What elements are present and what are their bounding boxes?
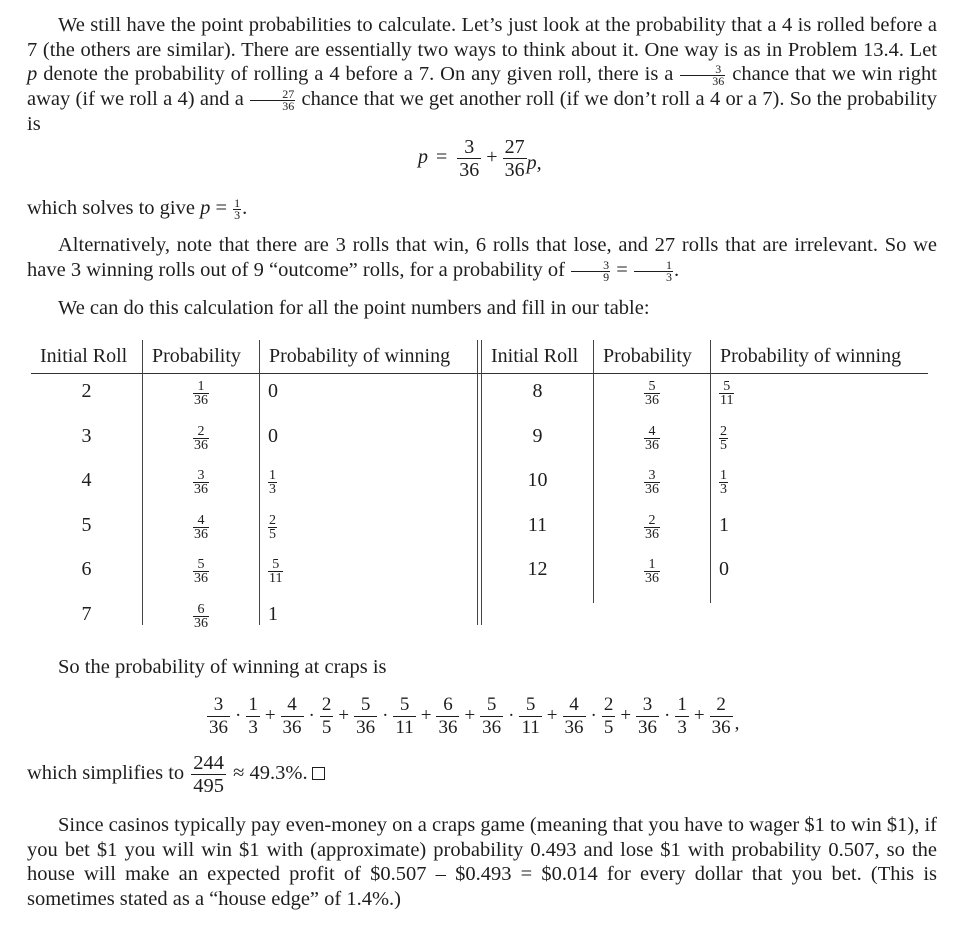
numerator: 1 <box>193 380 209 394</box>
numerator: 4 <box>193 514 209 528</box>
fraction <box>207 694 230 739</box>
numerator: 2 <box>710 694 733 717</box>
numerator: 3 <box>571 260 610 272</box>
table-cell <box>594 380 710 410</box>
denominator: 36 <box>645 482 659 497</box>
numerator: 5 <box>519 694 541 717</box>
initial-roll-value: 7 <box>81 602 92 625</box>
numerator: 5 <box>268 558 283 572</box>
denominator: 36 <box>645 571 659 586</box>
denominator: 5 <box>603 717 614 738</box>
sum-term <box>634 694 691 738</box>
denominator: 36 <box>209 717 228 738</box>
numerator: 1 <box>634 260 673 272</box>
eq-frac-1 <box>457 136 481 181</box>
denominator: 3 <box>234 208 241 223</box>
fraction <box>320 694 334 739</box>
table-cell <box>143 514 259 544</box>
dot-operator: · <box>308 704 315 726</box>
column-divider <box>710 340 711 603</box>
initial-roll-value: 12 <box>527 558 548 580</box>
probability-value <box>644 425 660 452</box>
table-cell <box>31 558 142 581</box>
denominator: 36 <box>482 717 502 738</box>
table-cell <box>268 558 468 588</box>
denominator: 3 <box>269 482 276 497</box>
header-probability: Probability <box>152 345 241 367</box>
win-probability-value <box>719 425 728 452</box>
denominator: 11 <box>720 393 734 408</box>
header-initial-roll: Initial Roll <box>40 345 128 367</box>
numerator: 3 <box>644 469 660 483</box>
denominator: 36 <box>194 615 208 631</box>
eq-frac-2 <box>503 136 527 181</box>
probability-value <box>644 514 660 541</box>
win-probability-value <box>268 514 277 541</box>
win-probability-value: 0 <box>268 380 278 402</box>
numerator: 1 <box>248 694 258 715</box>
denominator: 36 <box>638 717 658 738</box>
numerator: 2 <box>269 512 276 528</box>
win-probability-value <box>719 469 728 496</box>
denominator: 5 <box>269 526 276 542</box>
table-cell <box>594 514 710 544</box>
header-probability-of-winning: Probability of winning <box>269 345 451 367</box>
table-cell <box>143 469 259 499</box>
table-cell <box>719 469 919 499</box>
plus-operator: + <box>420 704 432 726</box>
table-cell <box>268 469 468 499</box>
header-initial-roll: Initial Roll <box>491 345 579 367</box>
denominator: 36 <box>645 526 659 542</box>
fraction-1-3 <box>634 257 673 284</box>
plus-operator: + <box>620 704 632 726</box>
numerator: 4 <box>563 694 586 717</box>
denominator: 11 <box>269 571 283 586</box>
table-cell <box>594 469 710 499</box>
numerator: 2 <box>644 514 660 528</box>
initial-roll-value: 10 <box>527 469 548 491</box>
qed-square-icon <box>312 767 325 780</box>
sum-term <box>561 694 618 738</box>
probability-value <box>644 469 660 496</box>
numerator: 2 <box>720 423 727 439</box>
win-probability-value <box>268 558 283 585</box>
fraction-27-36 <box>250 89 295 112</box>
plus-operator: + <box>464 704 476 726</box>
denominator: 36 <box>438 717 458 738</box>
dot-operator: · <box>664 704 671 726</box>
win-probability-value <box>268 469 277 496</box>
numerator: 3 <box>636 694 659 717</box>
table-cell <box>31 425 142 448</box>
denominator: 36 <box>194 571 208 586</box>
fraction-1-3 <box>233 198 241 221</box>
sum-term <box>205 694 262 738</box>
fraction <box>675 694 689 739</box>
table-cell <box>594 558 710 588</box>
denominator: 3 <box>248 717 258 738</box>
table-cell <box>31 603 142 626</box>
denominator: 36 <box>459 159 480 181</box>
denominator: 36 <box>282 99 295 114</box>
var-p: p <box>200 197 211 219</box>
numerator: 3 <box>680 64 725 76</box>
initial-roll-value: 3 <box>81 424 92 447</box>
table-cell <box>719 380 919 410</box>
plus-operator: + <box>693 704 705 726</box>
table-cell <box>719 514 919 537</box>
plus-operator: + <box>264 704 276 726</box>
numerator: 1 <box>677 694 687 715</box>
header-rule <box>31 373 928 374</box>
sum-term <box>708 694 735 738</box>
intro-text-3: chance that we win right away (if we roll a 4) and a <box>27 63 937 111</box>
initial-roll-value: 8 <box>532 380 543 402</box>
numerator: 27 <box>504 136 525 158</box>
table-cell <box>482 380 593 403</box>
denominator: 36 <box>711 717 731 738</box>
denominator: 36 <box>712 74 725 89</box>
numerator: 244 <box>193 752 225 774</box>
sum-term <box>279 694 336 738</box>
table-cell <box>482 425 593 448</box>
denominator: 36 <box>194 437 208 453</box>
table-cell <box>594 425 710 455</box>
comma: , <box>734 712 740 734</box>
denominator: 3 <box>677 717 687 738</box>
table-cell <box>268 514 468 544</box>
probability-value <box>193 380 209 407</box>
denominator: 11 <box>395 717 414 738</box>
fraction <box>519 694 541 739</box>
win-probability-value: 1 <box>268 602 278 625</box>
simplifies-line <box>27 752 325 797</box>
numerator: 6 <box>193 603 209 617</box>
denominator: 36 <box>356 717 376 738</box>
probability-value <box>193 469 209 496</box>
eq-lhs: p <box>418 146 428 169</box>
denominator: 36 <box>564 717 584 738</box>
win-probability-value <box>719 380 734 407</box>
denominator: 3 <box>665 269 672 284</box>
numerator: 27 <box>250 89 295 101</box>
table-cell <box>143 558 259 588</box>
fraction <box>393 694 415 739</box>
numerator: 2 <box>193 425 209 439</box>
equals: = <box>611 258 633 281</box>
numerator: 5 <box>193 558 209 572</box>
win-probability-value: 1 <box>719 513 729 536</box>
eq-tail: p, <box>526 152 542 175</box>
plus-operator: + <box>338 704 350 726</box>
numerator: 5 <box>644 380 660 394</box>
win-probability-value: 0 <box>268 424 278 447</box>
sum-term <box>434 694 461 738</box>
numerator: 5 <box>354 694 377 717</box>
numerator: 1 <box>234 196 241 211</box>
numerator: 5 <box>393 694 415 717</box>
table-cell <box>31 380 142 403</box>
table-cell <box>719 558 919 581</box>
numerator: 1 <box>644 558 660 572</box>
denominator: 5 <box>720 437 727 453</box>
denominator: 36 <box>645 437 659 453</box>
fraction <box>602 694 616 739</box>
intro-text-2: denote the probability of rolling a 4 before a 7. On any given roll, there is a <box>37 63 680 86</box>
table-cell <box>482 469 593 492</box>
numerator: 1 <box>720 468 727 483</box>
period: . <box>242 197 248 219</box>
intro-text-1: We still have the point probabilities to calculate. Let’s just look at the probability that a 4 is rolled before a 7 (the others are similar). There are essentially two ways to think about it. One way is as in Problem 13.4. Let <box>27 14 937 61</box>
numerator: 4 <box>644 425 660 439</box>
plus-operator: + <box>546 704 558 726</box>
equals: = <box>210 197 233 219</box>
dot-operator: · <box>382 704 389 726</box>
table-cell <box>268 380 468 403</box>
solves-line <box>27 196 937 221</box>
denominator: 36 <box>194 482 208 497</box>
denominator: 5 <box>321 717 332 738</box>
denominator: 36 <box>504 159 525 181</box>
alternative-text: Alternatively, note that there are 3 rolls that win, 6 rolls that lose, and 27 rolls that are irrelevant. So we have 3 winning rolls out of 9 “outcome” rolls, for a probability of <box>27 234 937 281</box>
numerator: 4 <box>281 694 304 717</box>
denominator: 11 <box>521 717 540 738</box>
table-cell <box>268 425 468 448</box>
fraction <box>436 694 459 739</box>
table-cell <box>143 603 259 633</box>
denominator: 9 <box>603 269 610 284</box>
table-cell <box>31 469 142 492</box>
initial-roll-value: 2 <box>81 380 92 402</box>
table-cell <box>268 603 468 626</box>
probability-value <box>193 558 209 585</box>
initial-roll-value: 4 <box>81 469 92 491</box>
denominator: 36 <box>645 393 659 408</box>
win-probability-value: 0 <box>719 558 729 580</box>
initial-roll-value: 5 <box>81 513 92 536</box>
table-intro: We can do this calculation for all the point numbers and fill in our table: <box>58 297 650 319</box>
table-cell <box>31 514 142 537</box>
table-cell <box>482 514 593 537</box>
fraction <box>354 694 377 739</box>
denominator: 36 <box>194 393 208 408</box>
simplifies-text: which simplifies to <box>27 762 190 785</box>
intro-paragraph <box>27 13 937 137</box>
numerator: 2 <box>321 694 332 715</box>
equation-p <box>418 136 542 181</box>
eq-plus: + <box>486 146 498 169</box>
probability-value <box>644 558 660 585</box>
solves-text: which solves to give <box>27 197 201 219</box>
numerator: 3 <box>457 136 481 159</box>
header-probability: Probability <box>603 345 692 367</box>
fraction <box>281 694 304 739</box>
table-cell <box>482 558 593 581</box>
sum-equation <box>205 694 742 739</box>
initial-roll-value: 6 <box>81 558 92 580</box>
fraction <box>636 694 659 739</box>
sum-term <box>352 694 418 738</box>
denominator: 36 <box>194 526 208 542</box>
column-divider <box>259 340 260 625</box>
fraction <box>710 694 733 739</box>
table-cell <box>719 425 919 455</box>
sum-term <box>478 694 544 738</box>
initial-roll-value: 9 <box>532 424 543 447</box>
header-probability-of-winning: Probability of winning <box>720 345 902 367</box>
numerator: 3 <box>193 469 209 483</box>
dot-operator: · <box>590 704 597 726</box>
eq-equals: = <box>436 146 448 169</box>
double-divider <box>477 340 478 625</box>
fraction-3-36 <box>680 64 725 87</box>
intro-text-4: chance that we get another roll (if we don’t roll a 4 or a 7). So the probability is <box>27 88 937 136</box>
fraction-244-495 <box>191 752 226 797</box>
numerator: 3 <box>207 694 230 717</box>
numerator: 5 <box>719 380 734 394</box>
probability-table <box>0 340 960 630</box>
approx-value: ≈ 49.3%. <box>233 762 308 785</box>
table-cell <box>143 380 259 410</box>
fraction <box>246 694 260 739</box>
probability-value <box>193 514 209 541</box>
numerator: 6 <box>436 694 459 717</box>
so-probability-line: So the probability of winning at craps is <box>58 656 387 678</box>
denominator: 3 <box>720 482 727 497</box>
initial-roll-value: 11 <box>527 513 548 536</box>
fraction <box>563 694 586 739</box>
casino-paragraph: Since casinos typically pay even-money on a craps game (meaning that you have to wager $1 to win $1), if you bet $1 you will win $1 with (approximate) probability 0.493 and lose $1 with probability 0.507, so the house will make an expected profit of $0.507 – $0.493 = $0.014 for every dollar that you bet. (This is sometimes stated as a “house edge” of 1.4%.) <box>27 814 937 910</box>
dot-operator: · <box>508 704 515 726</box>
table-cell <box>143 425 259 455</box>
probability-value <box>193 603 209 630</box>
period: . <box>673 258 680 281</box>
fraction <box>480 694 503 739</box>
fraction-3-9 <box>571 257 610 284</box>
dot-operator: · <box>235 704 242 726</box>
numerator: 1 <box>269 468 276 483</box>
var-p: p <box>27 63 38 86</box>
probability-value <box>644 380 660 407</box>
numerator: 5 <box>480 694 503 717</box>
alternative-paragraph <box>27 233 937 283</box>
denominator: 36 <box>282 717 302 738</box>
numerator: 2 <box>603 694 614 715</box>
probability-value <box>193 425 209 452</box>
denominator: 495 <box>193 775 225 797</box>
